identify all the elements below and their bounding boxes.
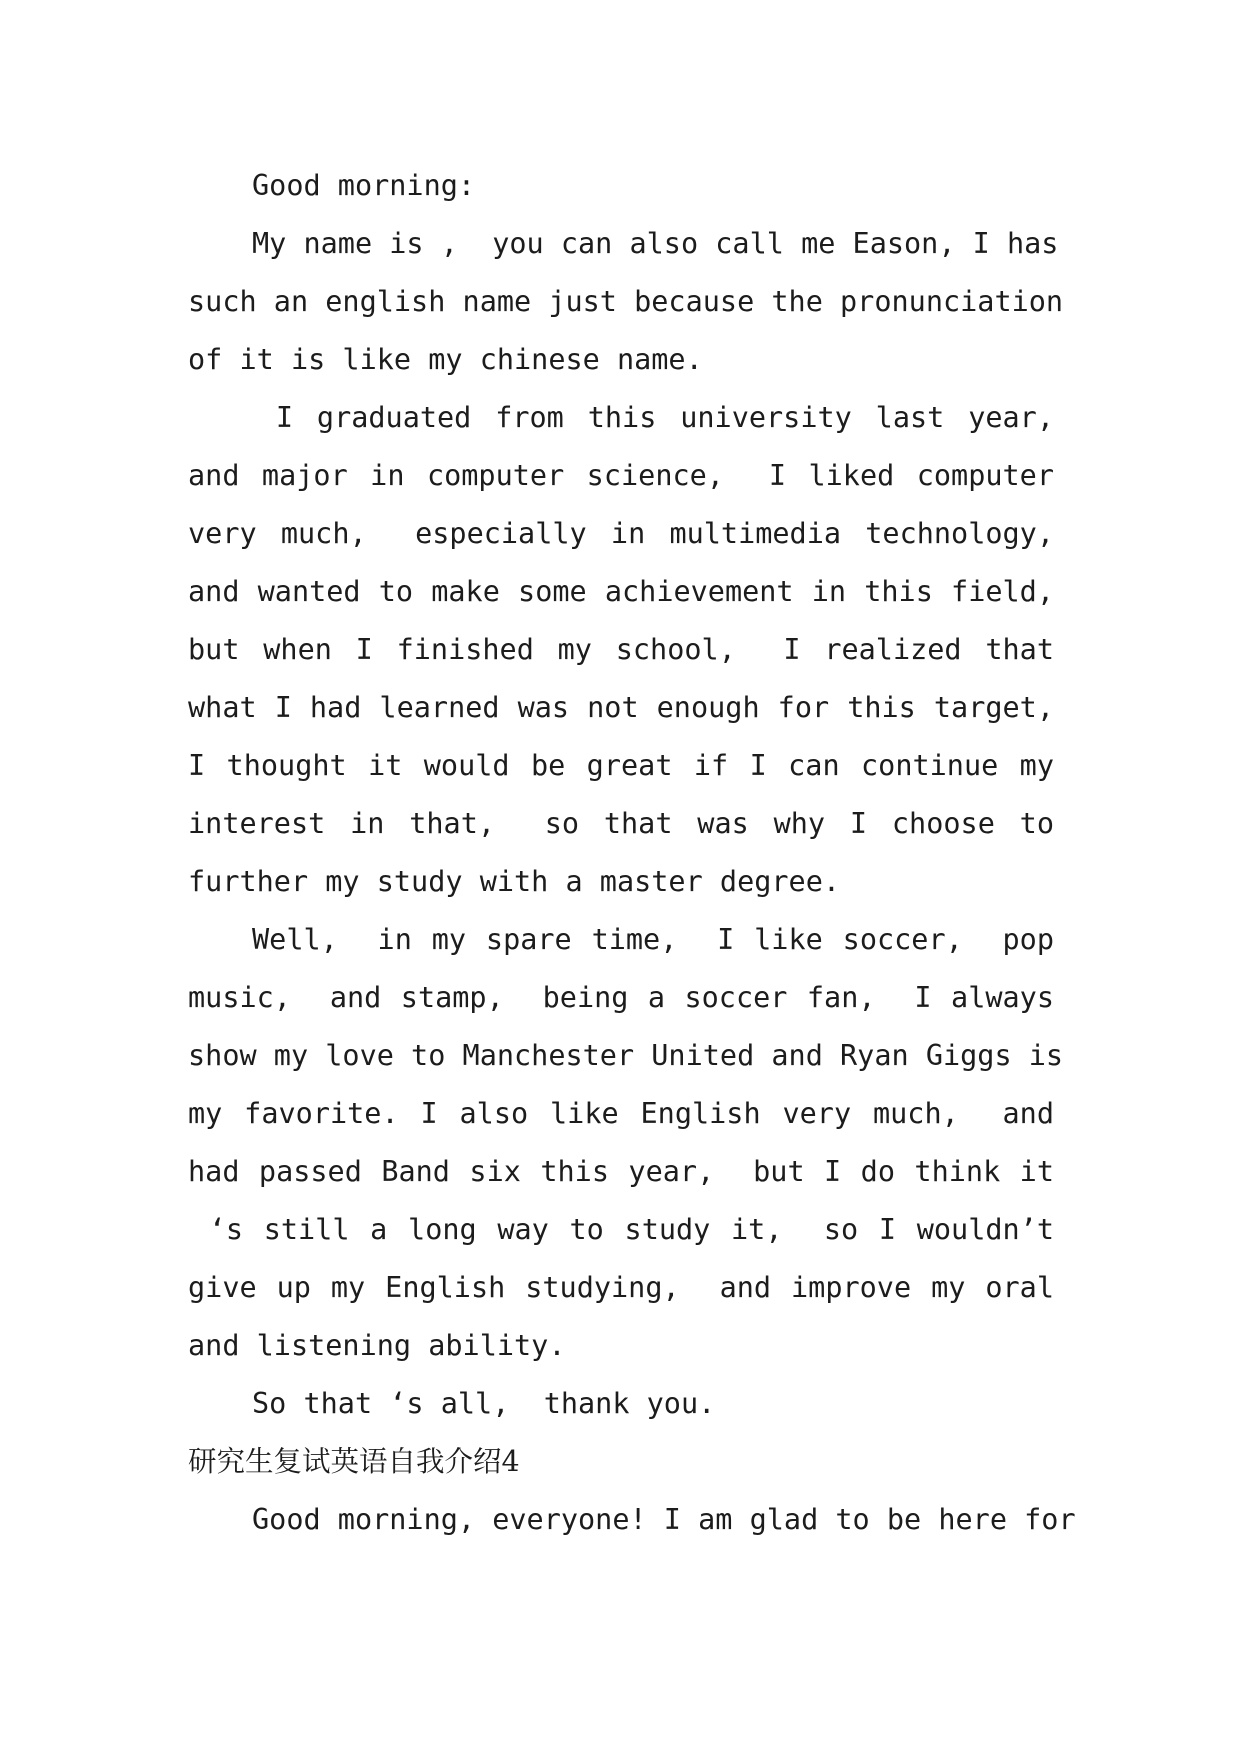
- paragraph-line: further my study with a master degree.: [188, 865, 841, 898]
- paragraph-line: my favorite. I also like English very much, and: [188, 1097, 1054, 1130]
- paragraph-line: Good morning, everyone! I am glad to be here for: [252, 1503, 1076, 1536]
- paragraph-line: very much, especially in multimedia technology,: [188, 517, 1054, 550]
- paragraph-line: My name is , you can also call me Eason, I has: [252, 227, 1059, 260]
- paragraph-line: music, and stamp, being a soccer fan, I always: [188, 981, 1054, 1014]
- paragraph-line: such an english name just because the pronunciation: [188, 285, 1064, 318]
- paragraph-line: interest in that, so that was why I choose to: [188, 807, 1054, 840]
- paragraph-line: of it is like my chinese name.: [188, 343, 703, 376]
- paragraph-line: show my love to Manchester United and Ryan Giggs is: [188, 1039, 1064, 1072]
- paragraph-line: I thought it would be great if I can continue my: [188, 749, 1054, 782]
- paragraph-line: had passed Band six this year, but I do think it: [188, 1155, 1054, 1188]
- paragraph-line: and wanted to make some achievement in this field,: [188, 575, 1054, 608]
- closing-line: So that ‘s all, thank you.: [252, 1387, 716, 1420]
- section-heading: 研究生复试英语自我介绍4: [188, 1445, 520, 1478]
- paragraph-line: Well, in my spare time, I like soccer, pop: [252, 923, 1054, 956]
- paragraph-line: I graduated from this university last year,: [252, 401, 1054, 434]
- greeting-line: Good morning:: [252, 169, 476, 202]
- paragraph-line: ‘s still a long way to study it, so I wouldn’t: [188, 1213, 1054, 1246]
- paragraph-line: what I had learned was not enough for this target,: [188, 691, 1054, 724]
- paragraph-line: but when I finished my school, I realized that: [188, 633, 1054, 666]
- paragraph-line: and major in computer science, I liked computer: [188, 459, 1054, 492]
- paragraph-line: give up my English studying, and improve my oral: [188, 1271, 1054, 1304]
- paragraph-line: and listening ability.: [188, 1329, 566, 1362]
